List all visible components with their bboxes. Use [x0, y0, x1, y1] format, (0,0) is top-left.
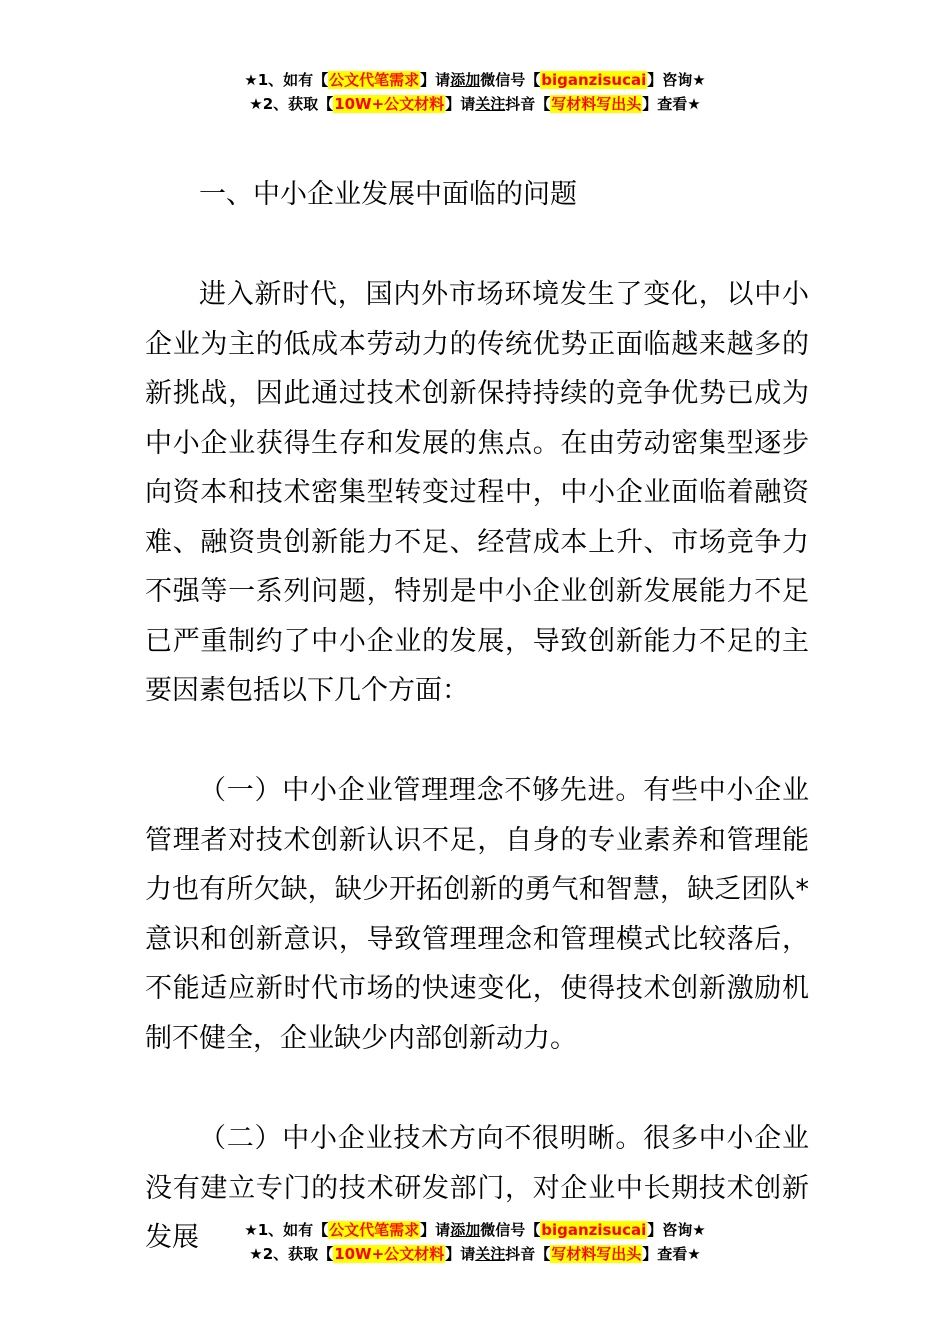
banner-highlight: biganzisucai	[541, 1221, 647, 1239]
banner-highlight: 写材料写出头	[551, 95, 642, 113]
section-heading	[145, 170, 809, 220]
footer-banner	[0, 1218, 950, 1266]
banner-line-2: ★2、获取【10W+公文材料】请关注抖音【写材料写出头】查看★	[249, 1245, 701, 1263]
banner-highlight: 10W+公文材料	[334, 1245, 445, 1263]
banner-underline: 添加	[450, 1221, 481, 1239]
paragraph-text: （一）中小企业管理理念不够先进。有些中小企业管理者对技术创新认识不足，自身的专业素养和管理能力也有所欠缺，缺少开拓创新的勇气和智慧，缺乏团队*意识和创新意识，导致管理理念和管理模式比较落后，不能适应新时代市场的快速变化，使得技术创新激励机制不健全，企业缺少内部创新动力。	[145, 775, 809, 1054]
header-banner	[0, 68, 950, 116]
banner-line-1: ★1、如有【公文代笔需求】请添加微信号【biganzisucai】咨询★	[244, 1221, 706, 1239]
banner-underline: 关注	[475, 95, 506, 113]
banner-highlight: 写材料写出头	[551, 1245, 642, 1263]
banner-underline: 关注	[475, 1245, 506, 1263]
heading-text: 一、中小企业发展中面临的问题	[199, 179, 577, 210]
banner-highlight: 公文代笔需求	[329, 71, 420, 89]
banner-line-2: ★2、获取【10W+公文材料】请关注抖音【写材料写出头】查看★	[249, 95, 701, 113]
paragraph-point-1	[145, 766, 809, 1063]
banner-highlight: biganzisucai	[541, 71, 647, 89]
banner-underline: 添加	[450, 71, 481, 89]
banner-line-1: ★1、如有【公文代笔需求】请添加微信号【biganzisucai】咨询★	[244, 71, 706, 89]
paragraph-text: 进入新时代，国内外市场环境发生了变化，以中小企业为主的低成本劳动力的传统优势正面临越来越多的新挑战，因此通过技术创新保持持续的竞争优势已成为中小企业获得生存和发展的焦点。在由劳动密集型逐步向资本和技术密集型转变过程中，中小企业面临着融资难、融资贵创新能力不足、经营成本上升、市场竞争力不强等一系列问题，特别是中小企业创新发展能力不足已严重制约了中小企业的发展，导致创新能力不足的主要因素包括以下几个方面：	[145, 279, 809, 706]
paragraph-intro	[145, 270, 809, 716]
banner-highlight: 10W+公文材料	[334, 95, 445, 113]
banner-highlight: 公文代笔需求	[329, 1221, 420, 1239]
paragraph-text: （二）中小企业技术方向不很明晰。很多中小企业没有建立专门的技术研发部门，对企业中长期技术创新发展	[145, 1123, 809, 1253]
